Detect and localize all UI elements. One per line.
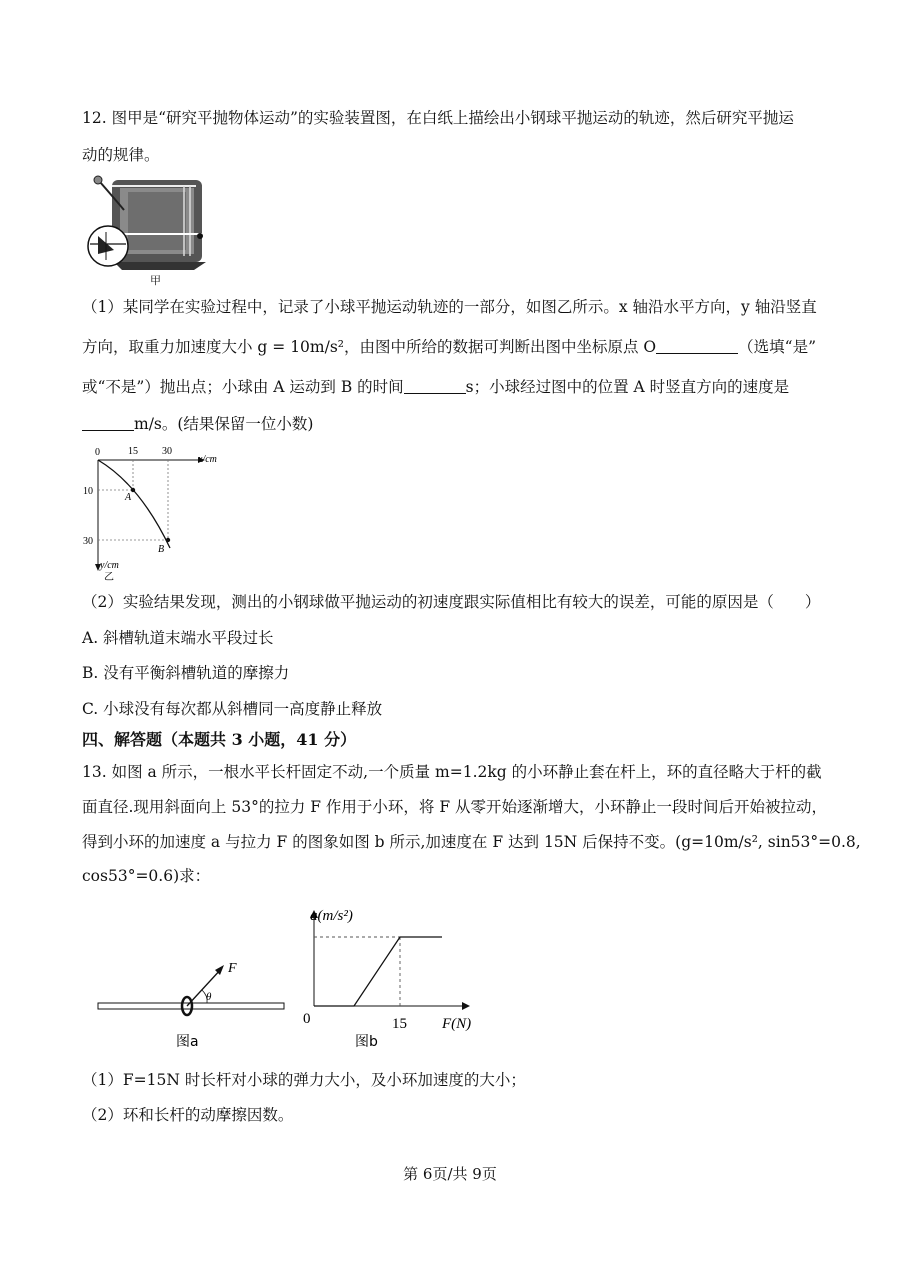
force-arrow: [187, 968, 222, 1006]
figure-yi-label: 乙: [104, 572, 114, 582]
y-axis-label: y/cm: [100, 560, 119, 571]
y-tick-10: 10: [83, 486, 93, 497]
point-a-marker: [131, 488, 135, 492]
q13-line3: 得到小环的加速度 a 与拉力 F 的图象如图 b 所示,加速度在 F 达到 15N 后保持不变。(g=10m/s², sin53°=0.8,: [82, 833, 861, 851]
figure-a-ring-rod: [96, 950, 292, 1054]
q12-part2: （2）实验结果发现，测出的小钢球做平抛运动的初速度跟实际值相比有较大的误差，可能的原因是（ ）: [82, 593, 821, 611]
f-axis-label: F(N): [442, 1016, 472, 1032]
q12-part1-line4: m/s。(结果保留一位小数): [82, 414, 313, 434]
origin-label: 0: [95, 447, 100, 458]
figure-b-a-vs-f-graph: [296, 900, 496, 1056]
x-axis-label: x/cm: [198, 454, 217, 465]
answer-blank-time[interactable]: [404, 377, 466, 394]
option-c[interactable]: C. 小球没有每次都从斜槽同一高度静止释放: [82, 700, 383, 718]
trajectory-curve: [98, 460, 170, 548]
angle-label: θ: [206, 991, 212, 1003]
force-label: F: [228, 961, 237, 976]
x-tick-30: 30: [162, 446, 172, 457]
figure-jia-label: 甲: [150, 274, 161, 287]
a-axis-label: a(m/s²): [310, 908, 353, 924]
base: [114, 262, 206, 270]
figure-yi-trajectory: [78, 440, 238, 582]
a-f-curve: [314, 937, 442, 1006]
answer-blank-velocity[interactable]: [82, 414, 134, 431]
point-b-label: B: [158, 544, 165, 555]
q12-part1-line3: 或“不是”）抛出点；小球由 A 运动到 B 的时间 s；小球经过图中的位置 A 时竖直方向的速度是: [82, 378, 790, 396]
q13-line2: 面直径.现用斜面向上 53°的拉力 F 作用于小环，将 F 从零开始逐渐增大，小环静止一段时间后开始被拉动，: [82, 798, 828, 816]
q13-line4: cos53°=0.6)求：: [82, 867, 211, 885]
steel-ball: [94, 176, 102, 184]
q13-sub2: （2）环和长杆的动摩擦因数。: [82, 1106, 294, 1124]
q13-sub1: （1）F=15N 时长杆对小球的弹力大小，及小环加速度的大小；: [82, 1071, 526, 1089]
q12-line1: 12. 图甲是“研究平抛物体运动”的实验装置图，在白纸上描绘出小钢球平抛运动的轨迹，然后研究平抛运: [82, 109, 794, 127]
q13-line1: 13. 如图 a 所示，一根水平长杆固定不动,一个质量 m=1.2kg 的小环静止套在杆上，环的直径略大于杆的截: [82, 763, 822, 781]
q12-part1-line1: （1）某同学在实验过程中，记录了小球平抛运动轨迹的一部分，如图乙所示。x 轴沿水平方向，y 轴沿竖直: [82, 298, 817, 316]
f-tick-15: 15: [392, 1016, 407, 1032]
x-tick-15: 15: [128, 446, 138, 457]
figure-b-caption: 图b: [355, 1034, 378, 1050]
answer-blank-origin[interactable]: [656, 337, 738, 354]
section4-heading: 四、解答题（本题共 3 小题，41 分）: [82, 730, 357, 749]
y-tick-30: 30: [83, 536, 93, 547]
page-footer: 第 6页/共 9页: [403, 1165, 497, 1183]
option-a[interactable]: A. 斜槽轨道末端水平段过长: [82, 629, 274, 647]
q12-part1-line2: 方向，取重力加速度大小 g = 10m/s²，由图中所给的数据可判断出图中坐标原点 O （选填“是”: [82, 338, 816, 356]
figure-a-caption: 图a: [176, 1034, 199, 1050]
q12-line2: 动的规律。: [82, 146, 160, 164]
figure-jia-apparatus: [84, 174, 214, 282]
origin-zero: 0: [303, 1011, 311, 1027]
point-a-label: A: [125, 492, 132, 503]
point-b-marker: [166, 538, 170, 542]
option-b[interactable]: B. 没有平衡斜槽轨道的摩擦力: [82, 664, 290, 682]
